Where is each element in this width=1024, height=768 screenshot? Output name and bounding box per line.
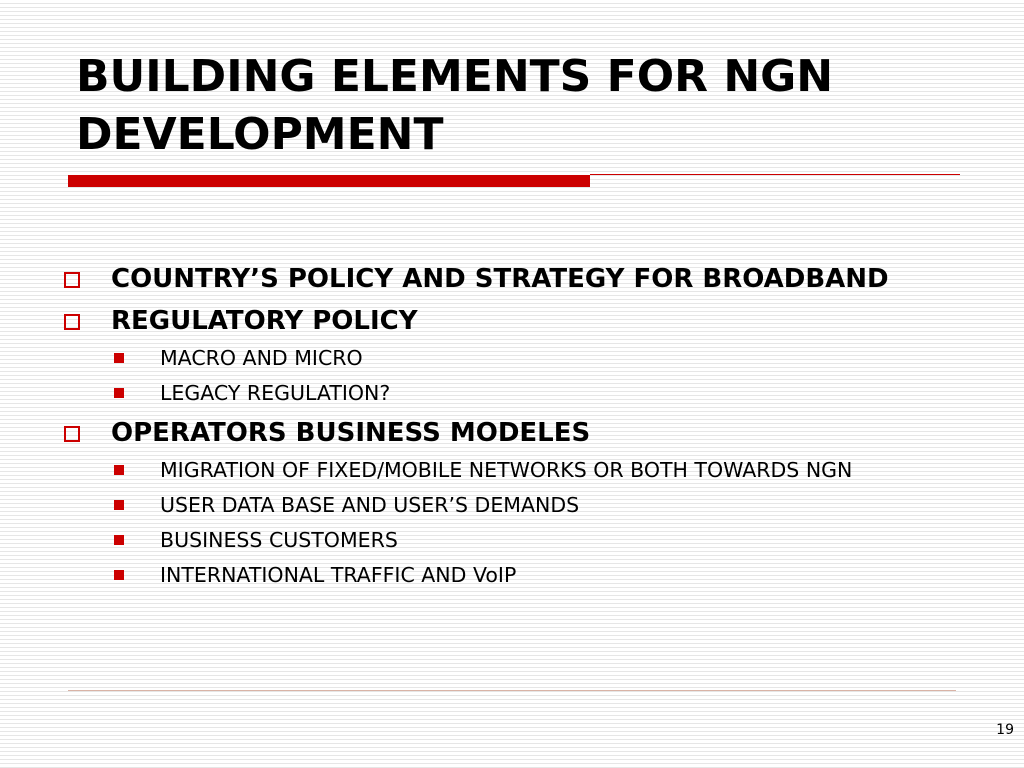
- filled-square-bullet-icon: [114, 388, 124, 398]
- bullet-text: MIGRATION OF FIXED/MOBILE NETWORKS OR BOTH TOWARDS NGN: [160, 458, 853, 482]
- bullet-text: REGULATORY POLICY: [111, 306, 418, 336]
- bullet-item-level1: [60, 258, 1020, 300]
- bullet-text: LEGACY REGULATION?: [160, 381, 391, 405]
- title-underline: [68, 174, 960, 188]
- slide-title: [76, 48, 976, 164]
- filled-square-bullet-icon: [114, 465, 124, 475]
- bullet-item-level2: [60, 489, 1020, 524]
- filled-square-bullet-icon: [114, 570, 124, 580]
- slide-title-line-1: BUILDING ELEMENTS FOR NGN: [76, 51, 834, 102]
- bullet-text: INTERNATIONAL TRAFFIC AND VoIP: [160, 563, 517, 587]
- footer-divider: [68, 690, 956, 691]
- bullet-item-level1: [60, 412, 1020, 454]
- bullet-text: BUSINESS CUSTOMERS: [160, 528, 398, 552]
- bullet-text: USER DATA BASE AND USER’S DEMANDS: [160, 493, 580, 517]
- bullet-item-level2: [60, 342, 1020, 377]
- page-number: 19: [996, 722, 1014, 738]
- bullet-item-level2: [60, 524, 1020, 559]
- bullet-text: COUNTRY’S POLICY AND STRATEGY FOR BROADBAND: [111, 264, 889, 294]
- bullet-item-level2: [60, 559, 1020, 594]
- bullet-item-level2: [60, 377, 1020, 412]
- bullet-list: [60, 258, 1020, 594]
- bullet-item-level1: [60, 300, 1020, 342]
- filled-square-bullet-icon: [114, 353, 124, 363]
- hollow-square-bullet-icon: [64, 272, 80, 288]
- filled-square-bullet-icon: [114, 535, 124, 545]
- hollow-square-bullet-icon: [64, 314, 80, 330]
- bullet-item-level2: [60, 454, 1020, 489]
- filled-square-bullet-icon: [114, 500, 124, 510]
- bullet-text: MACRO AND MICRO: [160, 346, 363, 370]
- hollow-square-bullet-icon: [64, 426, 80, 442]
- title-underline-thin: [590, 174, 960, 175]
- title-underline-thick: [68, 175, 590, 187]
- bullet-text: OPERATORS BUSINESS MODELES: [111, 418, 591, 448]
- slide-title-line-2: DEVELOPMENT: [76, 109, 444, 160]
